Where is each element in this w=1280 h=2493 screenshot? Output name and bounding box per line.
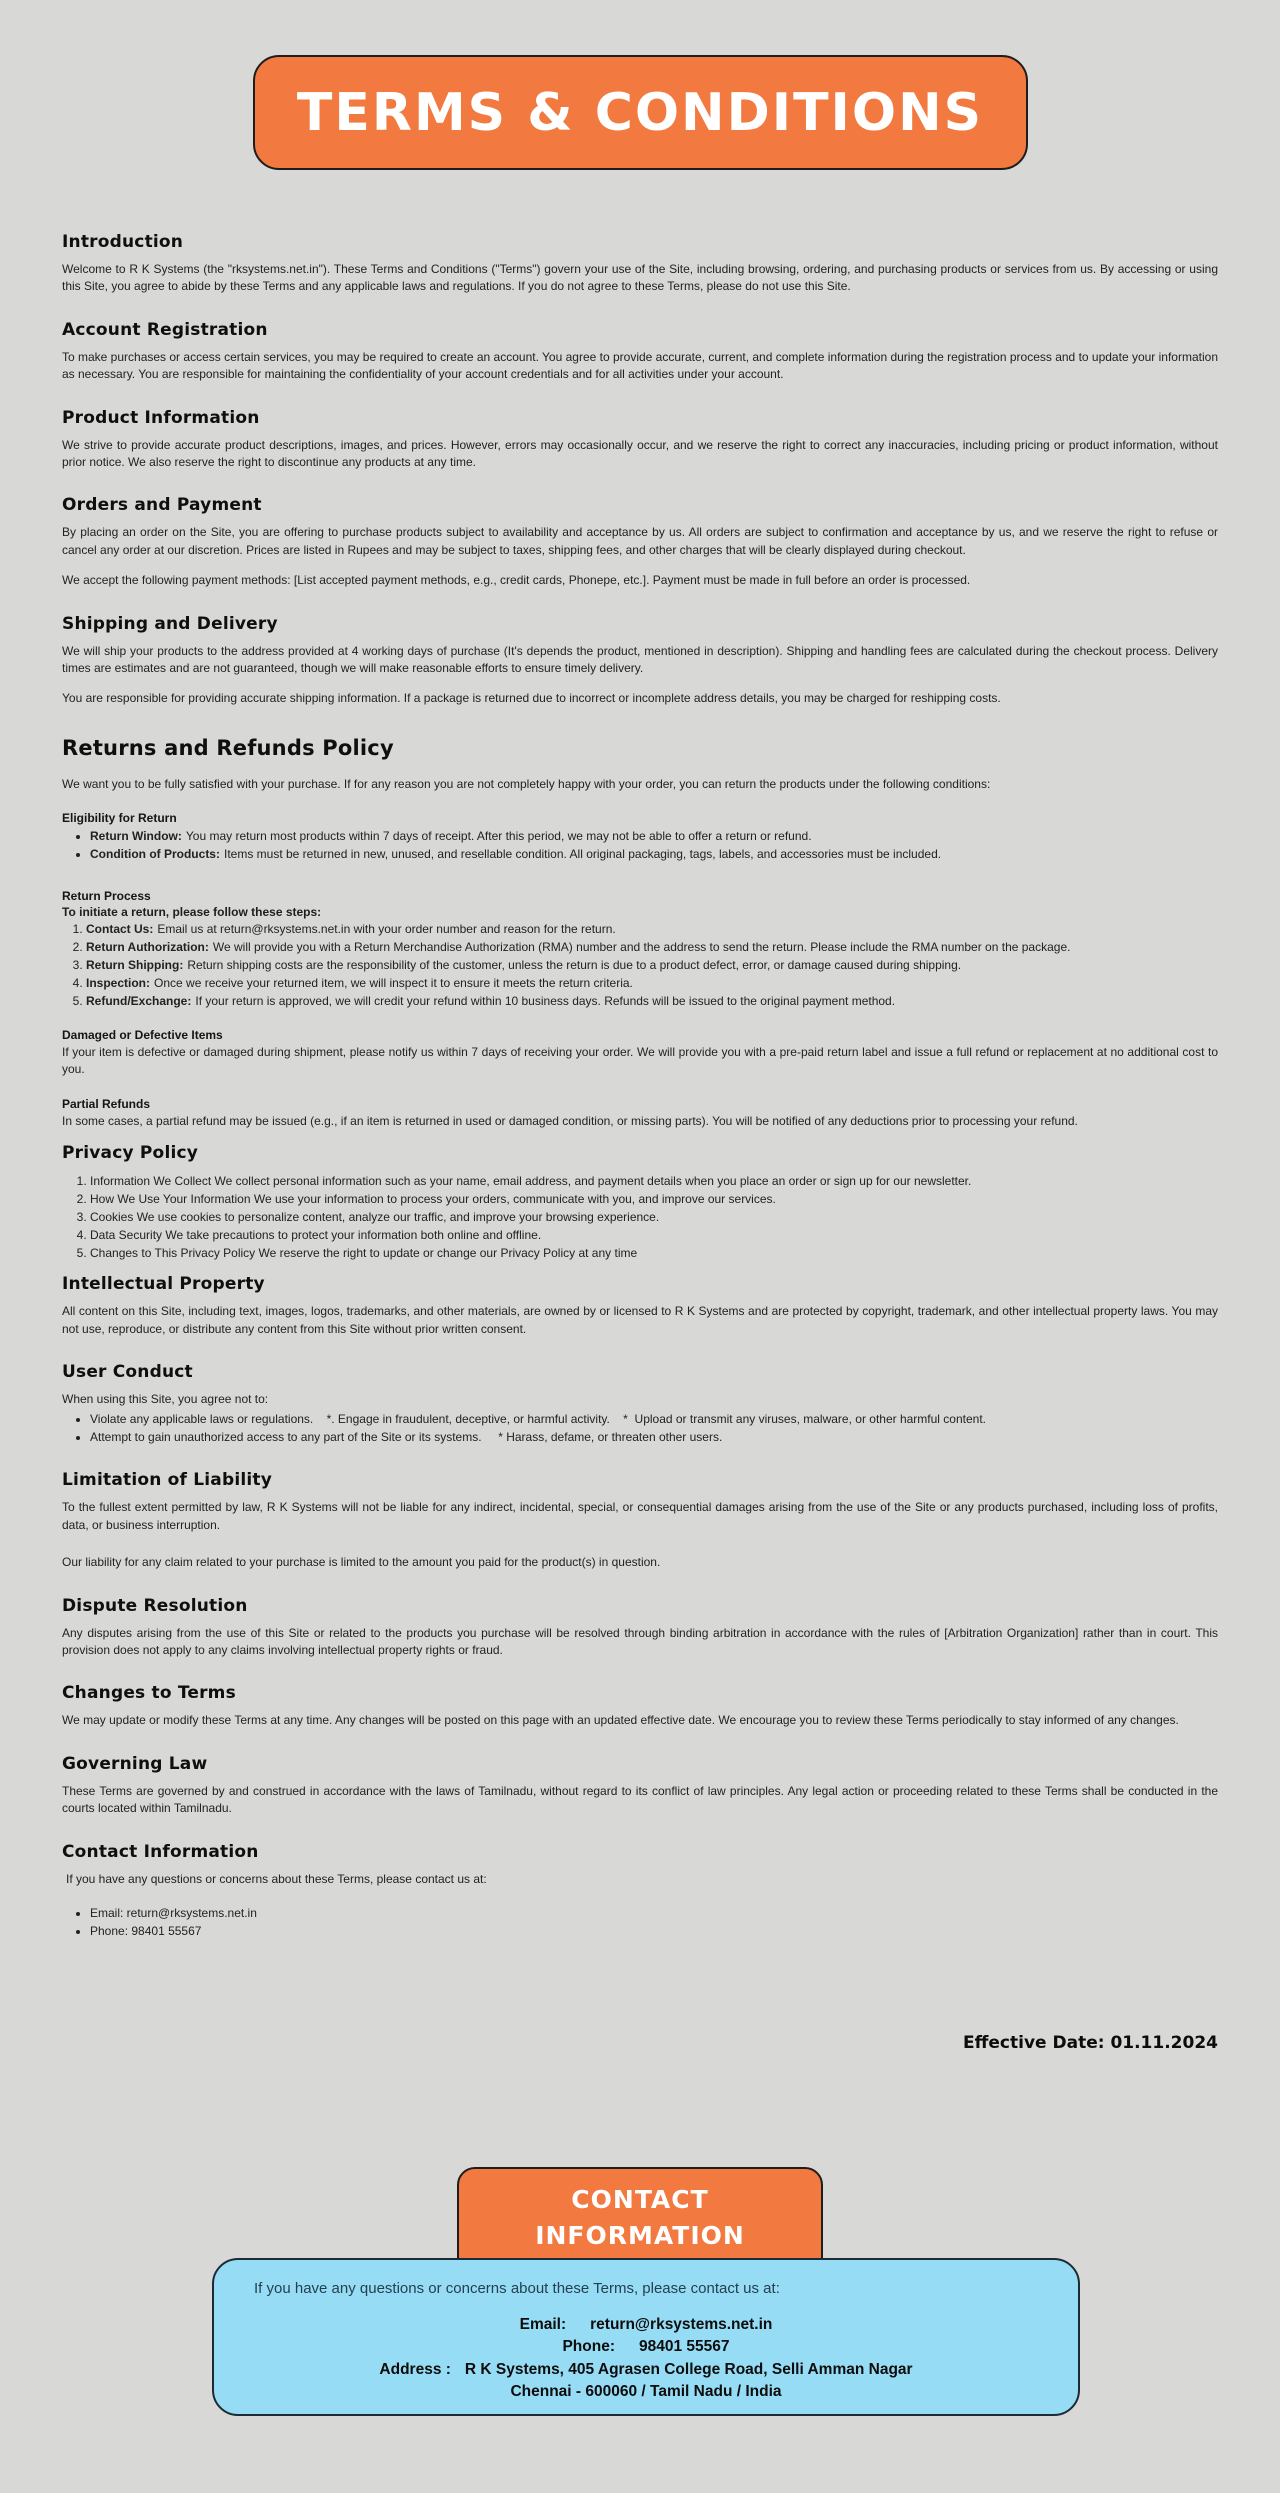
list-item: • Email: return@rksystems.net.in — [90, 1904, 1218, 1922]
contact-banner-line-2: INFORMATION — [535, 2221, 745, 2251]
contact-box-phone-row — [254, 2336, 1038, 2358]
list-item: • Attempt to gain unauthorized access to any part of the Site or its systems. * Harass, defame, or threaten other users. — [90, 1428, 1218, 1446]
email-label: Email: — [519, 2316, 567, 2333]
paragraph-intellectual-property: All content on this Site, including text, images, logos, trademarks, and other materials, are owned by or licensed to R K Systems and are protected by copyright, trademark, and other intellectual property laws. You may not use, reproduce, or distribute any content from this Site without prior written consent. — [62, 1304, 1218, 1336]
user-conduct-lead: When using this Site, you agree not to: — [62, 1392, 269, 1407]
list-item: 2. How We Use Your Information We use your information to process your orders, communicate with you, and improve our services. — [90, 1190, 1218, 1208]
contact-box-address-row — [254, 2359, 1038, 2381]
heading-account-registration: Account Registration — [62, 319, 268, 340]
list-item: 5. Changes to This Privacy Policy We reserve the right to update or change our Privacy Policy at any time — [90, 1244, 1218, 1262]
paragraph-shipping-1: We will ship your products to the address provided at 4 working days of purchase (It's depends the product, mentioned in description). Shipping and handling fees are calculated during the checkout process. Delivery times are estimates and are not guaranteed, though we will make reasonable efforts to ensure timely delivery. — [62, 643, 1218, 675]
list-item-text: Items must be returned in new, unused, and resellable condition. All original packaging, tags, labels, and accessories must be included. — [223, 847, 942, 862]
paragraph-shipping-2: You are responsible for providing accurate shipping information. If a package is returned due to incorrect or incomplete address details, you may be charged for reshipping costs. — [62, 691, 1001, 706]
address-value: R K Systems, 405 Agrasen College Road, Selli Amman Nagar — [464, 2360, 913, 2378]
heading-product-information: Product Information — [62, 407, 260, 428]
contact-box-address-line-2: Chennai - 600060 / Tamil Nadu / India — [510, 2383, 782, 2401]
paragraph-dispute-resolution: Any disputes arising from the use of this Site or related to the products you purchase will be resolved through binding arbitration in accordance with the rules of [Arbitration Organization] rather than in court. This provision does not apply to any claims involving intellectual property rights or fraud. — [62, 1625, 1218, 1657]
list-item-label: Contact Us: — [86, 922, 154, 937]
subheading-return-process: Return Process — [62, 889, 151, 904]
paragraph-damaged-items: If your item is defective or damaged during shipment, please notify us within 7 days of receiving your order. We will provide you with a pre-paid return label and issue a full refund or replacement at no additional cost to you. — [62, 1045, 1218, 1077]
paragraph-liability-1: To the fullest extent permitted by law, R K Systems will not be liable for any indirect, incidental, special, or consequential damages arising from the use of the Site or any products purchased, including loss of profits, data, or business interruption. — [62, 1500, 1218, 1532]
heading-dispute-resolution: Dispute Resolution — [62, 1595, 248, 1616]
user-conduct-list — [62, 1410, 1218, 1446]
paragraph-liability-2: Our liability for any claim related to your purchase is limited to the amount you paid for the product(s) in question. — [62, 1555, 661, 1570]
paragraph-partial-refunds: In some cases, a partial refund may be issued (e.g., if an item is returned in used or damaged condition, or missing parts). You will be notified of any deductions prior to processing your refund. — [62, 1113, 1078, 1128]
subheading-damaged-items: Damaged or Defective Items — [62, 1028, 223, 1043]
paragraph-product-information: We strive to provide accurate product descriptions, images, and prices. However, errors may occasionally occur, and we reserve the right to correct any inaccuracies, including pricing or product information, without prior notice. We also reserve the right to discontinue any products at any time. — [62, 437, 1218, 469]
list-item — [90, 845, 1218, 863]
list-item-label: Return Window: — [90, 829, 182, 844]
list-item-text: You may return most products within 7 days of receipt. After this period, we may not be able to offer a return or refund. — [185, 829, 812, 844]
list-item: • Violate any applicable laws or regulations. *. Engage in fraudulent, deceptive, or harmful activity. * Upload or transmit any viruses, malware, or other harmful content. — [90, 1410, 1218, 1428]
heading-limitation-of-liability: Limitation of Liability — [62, 1470, 273, 1491]
heading-changes-to-terms: Changes to Terms — [62, 1683, 236, 1704]
list-item: 4. Data Security We take precautions to protect your information both online and offline. — [90, 1226, 1218, 1244]
contact-banner-line-1: CONTACT — [571, 2185, 709, 2214]
heading-intellectual-property: Intellectual Property — [62, 1274, 265, 1295]
page-title: TERMS & CONDITIONS — [296, 82, 984, 143]
list-item — [86, 992, 1218, 1010]
address-label: Address : — [379, 2360, 451, 2378]
contact-information-list — [62, 1904, 1218, 1940]
list-item — [86, 920, 1218, 938]
list-item-label: Return Shipping: — [86, 958, 184, 973]
paragraph-changes-to-terms: We may update or modify these Terms at any time. Any changes will be posted on this page with an updated effective date. We encourage you to review these Terms periodically to stay informed of any changes. — [62, 1713, 1179, 1728]
contact-information-lead: If you have any questions or concerns about these Terms, please contact us at: — [66, 1871, 487, 1886]
privacy-policy-list — [62, 1172, 1218, 1262]
heading-contact-information: Contact Information — [62, 1841, 259, 1862]
paragraph-returns-intro: We want you to be fully satisfied with your purchase. If for any reason you are not completely happy with your order, you can return the products under the following conditions: — [62, 776, 991, 791]
terms-document — [62, 170, 1218, 1940]
paragraph-orders-2: We accept the following payment methods: [List accepted payment methods, e.g., credit cards, Phonepe, etc.]. Payment must be made in full before an order is processed. — [62, 573, 971, 588]
heading-governing-law: Governing Law — [62, 1753, 208, 1774]
list-item — [86, 974, 1218, 992]
return-process-steps — [62, 920, 1218, 1010]
email-value: return@rksystems.net.in — [590, 2316, 773, 2333]
list-item-text: Once we receive your returned item, we will inspect it to ensure it meets the return criteria. — [154, 976, 633, 991]
paragraph-account-registration: To make purchases or access certain services, you may be required to create an account. You agree to provide accurate, current, and complete information during the registration process and to update your information as necessary. You are responsible for maintaining the confidentiality of your account credentials and for all activities under your account. — [62, 349, 1218, 382]
list-item-label: Refund/Exchange: — [86, 994, 192, 1009]
subheading-eligibility-for-return: Eligibility for Return — [62, 811, 177, 826]
title-banner — [253, 55, 1028, 170]
phone-value: 98401 55567 — [639, 2338, 730, 2356]
heading-user-conduct: User Conduct — [62, 1362, 193, 1383]
subheading-partial-refunds: Partial Refunds — [62, 1096, 151, 1111]
heading-privacy-policy: Privacy Policy — [62, 1143, 199, 1164]
list-item — [90, 827, 1218, 845]
eligibility-list — [62, 827, 1218, 863]
list-item-text: Email us at return@rksystems.net.in with your order number and reason for the return. — [157, 922, 616, 937]
heading-returns-and-refunds: Returns and Refunds Policy — [62, 735, 394, 760]
list-item: 1. Information We Collect We collect personal information such as your name, email address, and payment details when you place an order or sign up for our newsletter. — [90, 1172, 1218, 1190]
contact-details-box — [212, 2258, 1080, 2416]
heading-shipping-and-delivery: Shipping and Delivery — [62, 613, 278, 634]
paragraph-introduction: Welcome to R K Systems (the "rksystems.net.in"). These Terms and Conditions ("Terms") govern your use of the Site, including browsing, ordering, and purchasing products or services from us. By accessing or using this Site, you agree to abide by these Terms and any applicable laws and regulations. If you do not agree to these Terms, please do not use this Site. — [62, 262, 1218, 294]
contact-box-email-row — [254, 2314, 1038, 2336]
list-item: 3. Cookies We use cookies to personalize content, analyze our traffic, and improve your browsing experience. — [90, 1208, 1218, 1226]
list-item-label: Condition of Products: — [90, 847, 220, 862]
effective-date: Effective Date: 01.11.2024 — [963, 2033, 1218, 2053]
phone-label: Phone: — [562, 2338, 615, 2356]
contact-box-lead: If you have any questions or concerns about these Terms, please contact us at: — [254, 2280, 780, 2297]
return-process-lead: To initiate a return, please follow these steps: — [62, 905, 322, 920]
list-item-text: Return shipping costs are the responsibility of the customer, unless the return is due to a product defect, error, or damage caused during shipping. — [187, 958, 962, 973]
paragraph-orders-1: By placing an order on the Site, you are offering to purchase products subject to availability and acceptance by us. All orders are subject to confirmation and acceptance by us, and we reserve the right to refuse or cancel any order at our discretion. Prices are listed in Rupees and may be subject to taxes, shipping fees, and other charges that will be clearly displayed during checkout. — [62, 525, 1218, 557]
list-item-label: Return Authorization: — [86, 940, 209, 955]
list-item — [86, 956, 1218, 974]
paragraph-governing-law: These Terms are governed by and construed in accordance with the laws of Tamilnadu, without regard to its conflict of law principles. Any legal action or proceeding related to these Terms shall be conducted in the courts located within Tamilnadu. — [62, 1783, 1218, 1816]
list-item-text: We will provide you with a Return Merchandise Authorization (RMA) number and the address to send the return. Please include the RMA number on the package. — [212, 940, 1071, 955]
list-item-label: Inspection: — [86, 976, 151, 991]
list-item: • Phone: 98401 55567 — [90, 1922, 1218, 1940]
list-item — [86, 938, 1218, 956]
heading-orders-and-payment: Orders and Payment — [62, 495, 262, 516]
list-item-text: If your return is approved, we will credit your refund within 10 business days. Refunds will be issued to the original payment method. — [195, 994, 896, 1009]
heading-introduction: Introduction — [62, 232, 184, 252]
